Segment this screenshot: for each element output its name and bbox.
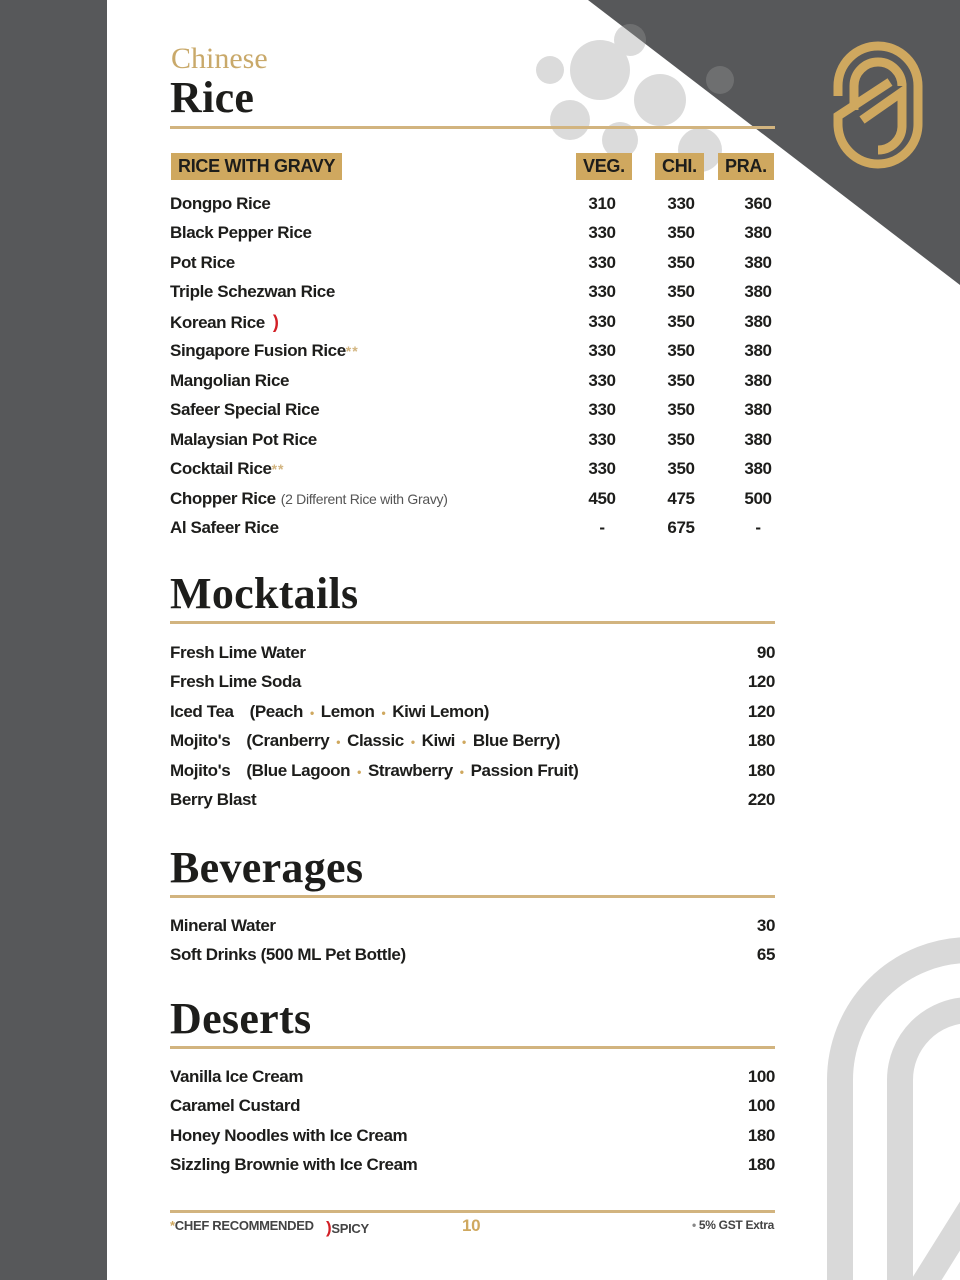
menu-item-row xyxy=(170,309,775,335)
item-name xyxy=(170,669,301,695)
item-name-text: Vanilla Ice Cream xyxy=(170,1067,304,1086)
item-option: (Peach xyxy=(249,701,303,721)
item-name-text: Sizzling Brownie with Ice Cream xyxy=(170,1155,418,1175)
item-name xyxy=(170,758,578,785)
item-price: 100 xyxy=(747,1067,775,1086)
price-veg: 330 xyxy=(588,311,616,331)
item-name-text: Mojito's xyxy=(170,731,231,751)
category-subtitle: Chinese xyxy=(171,42,268,75)
section-title-deserts: Deserts xyxy=(170,994,312,1043)
item-name-text: Chopper Rice xyxy=(170,488,276,508)
item-option: (Blue Lagoon xyxy=(246,760,351,780)
item-name-text: Mangolian Rice xyxy=(170,370,290,390)
price-veg: 330 xyxy=(588,252,616,272)
price-prawn: 380 xyxy=(744,400,772,420)
price-prawn: 380 xyxy=(744,223,772,243)
gst-note-text: 5% GST Extra xyxy=(698,1218,774,1232)
bullet-icon: • xyxy=(381,705,386,720)
menu-item-row xyxy=(170,220,775,246)
price-veg: 330 xyxy=(588,223,616,243)
price-veg: 330 xyxy=(588,282,616,302)
price-veg: 330 xyxy=(588,459,616,479)
item-price: 180 xyxy=(747,760,775,780)
item-option: Kiwi Lemon) xyxy=(392,701,489,721)
item-name-text: Cocktail Rice xyxy=(170,459,272,479)
item-name-text: Caramel Custard xyxy=(170,1096,301,1116)
bullet-icon: • xyxy=(309,705,314,720)
menu-item-row xyxy=(170,279,775,305)
item-options xyxy=(246,761,578,780)
price-prawn: 380 xyxy=(744,252,772,272)
menu-item-row xyxy=(170,486,775,512)
item-name xyxy=(170,338,359,364)
item-price: 180 xyxy=(747,731,775,751)
footer-divider xyxy=(170,1210,775,1213)
item-name xyxy=(170,220,312,246)
menu-item-row xyxy=(170,1093,775,1119)
price-prawn: - xyxy=(755,517,761,537)
menu-item-row xyxy=(170,1152,775,1178)
menu-item-row xyxy=(170,640,775,666)
item-name xyxy=(170,397,319,423)
chef-recommended-legend xyxy=(170,1218,314,1233)
item-price: 90 xyxy=(756,643,775,662)
item-price: 65 xyxy=(756,945,775,965)
section-title-mocktails: Mocktails xyxy=(170,569,359,618)
bullet-icon: • xyxy=(410,735,415,750)
item-name xyxy=(170,427,317,453)
left-sidebar-band xyxy=(0,0,107,1280)
item-price: 120 xyxy=(747,672,775,692)
item-name-text: Black Pepper Rice xyxy=(170,223,312,243)
price-prawn: 380 xyxy=(744,429,772,449)
item-name-text: Berry Blast xyxy=(170,790,257,810)
price-veg: 330 xyxy=(588,429,616,449)
price-veg: - xyxy=(599,517,605,537)
price-chicken: 350 xyxy=(667,459,695,479)
price-chicken: 350 xyxy=(667,282,695,302)
price-prawn: 380 xyxy=(744,311,772,331)
price-chicken: 350 xyxy=(667,252,695,272)
menu-item-row xyxy=(170,942,775,968)
item-price: 180 xyxy=(747,1125,775,1145)
beverages-divider xyxy=(170,895,775,898)
spicy-label: SPICY xyxy=(331,1221,369,1236)
item-name-text: Al Safeer Rice xyxy=(170,517,279,537)
item-option: Classic xyxy=(347,731,404,751)
background-logo-icon xyxy=(820,930,960,1280)
menu-item-row xyxy=(170,250,775,276)
price-chicken: 350 xyxy=(667,311,695,331)
item-price: 180 xyxy=(747,1155,775,1175)
menu-item-row xyxy=(170,427,775,453)
price-veg: 330 xyxy=(588,400,616,420)
price-chicken: 675 xyxy=(667,517,695,537)
item-name-text: Pot Rice xyxy=(170,252,235,272)
title-divider xyxy=(170,126,775,129)
item-note: (2 Different Rice with Gravy) xyxy=(280,490,448,507)
item-name xyxy=(170,699,489,726)
bullet-icon: • xyxy=(462,735,466,750)
item-name xyxy=(170,1093,300,1119)
item-name-text: Fresh Lime Water xyxy=(170,643,306,662)
item-name-text: Soft Drinks (500 ML Pet Bottle) xyxy=(170,945,406,965)
item-name xyxy=(170,309,278,336)
price-prawn: 380 xyxy=(744,370,772,390)
item-name xyxy=(170,279,335,305)
page-number: 10 xyxy=(462,1216,481,1235)
item-price: 100 xyxy=(747,1096,775,1116)
item-name xyxy=(170,942,406,968)
price-veg: 310 xyxy=(588,194,616,213)
item-price: 120 xyxy=(747,701,775,721)
column-header-veg: VEG. xyxy=(576,153,632,180)
price-veg: 330 xyxy=(588,370,616,390)
bullet-icon: • xyxy=(357,764,361,779)
price-chicken: 350 xyxy=(667,400,695,420)
item-name xyxy=(170,640,306,666)
item-name-text: Safeer Special Rice xyxy=(170,400,320,420)
price-veg: 450 xyxy=(588,488,616,508)
page-title: Rice xyxy=(170,73,255,122)
item-name xyxy=(170,515,279,541)
chili-icon: ) xyxy=(326,1218,332,1237)
price-prawn: 360 xyxy=(744,194,772,213)
star-icon: * xyxy=(170,1218,175,1233)
section-title-beverages: Beverages xyxy=(170,843,364,892)
menu-item-row xyxy=(170,669,775,695)
menu-item-row xyxy=(170,515,775,541)
item-name-text: Fresh Lime Soda xyxy=(170,672,301,692)
item-name xyxy=(170,1064,303,1090)
menu-item-row xyxy=(170,913,775,939)
bullet-icon: • xyxy=(459,764,464,779)
item-name xyxy=(170,486,448,512)
item-name-text: Malaysian Pot Rice xyxy=(170,429,317,449)
item-options xyxy=(250,702,489,721)
menu-item-row xyxy=(170,1123,775,1149)
section-label-rice-with-gravy: RICE WITH GRAVY xyxy=(171,153,342,180)
menu-item-row xyxy=(170,787,775,813)
item-name-text: Singapore Fusion Rice xyxy=(170,341,346,361)
item-name xyxy=(170,728,560,755)
price-chicken: 350 xyxy=(667,223,695,243)
menu-item-row xyxy=(170,191,775,217)
price-prawn: 380 xyxy=(744,282,772,302)
mocktails-divider xyxy=(170,621,775,624)
price-prawn: 380 xyxy=(744,459,772,479)
chef-recommended-label: CHEF RECOMMENDED xyxy=(174,1218,314,1233)
price-chicken: 475 xyxy=(667,488,695,508)
menu-item-row xyxy=(170,338,775,364)
price-prawn: 500 xyxy=(744,488,772,508)
menu-item-row xyxy=(170,728,775,754)
deserts-divider xyxy=(170,1046,775,1049)
item-name-text: Iced Tea xyxy=(170,701,234,721)
item-name-text: Dongpo Rice xyxy=(170,194,271,213)
item-name xyxy=(170,456,284,482)
menu-item-row xyxy=(170,368,775,394)
menu-item-row xyxy=(170,699,775,725)
item-price: 220 xyxy=(747,790,775,810)
item-name xyxy=(170,787,256,813)
item-option: Passion Fruit) xyxy=(470,760,579,780)
item-option: Strawberry xyxy=(367,760,453,780)
chili-icon: ) xyxy=(272,311,279,332)
column-header-prawn: PRA. xyxy=(718,153,774,180)
item-name xyxy=(170,250,235,276)
menu-item-row xyxy=(170,1064,775,1090)
price-chicken: 350 xyxy=(667,341,695,361)
item-name xyxy=(170,368,289,394)
price-chicken: 330 xyxy=(667,194,695,213)
item-name xyxy=(170,913,276,939)
menu-item-row xyxy=(170,397,775,423)
item-option: Lemon xyxy=(320,701,375,721)
price-veg: 330 xyxy=(588,341,616,361)
menu-item-row xyxy=(170,456,775,482)
price-chicken: 350 xyxy=(667,429,695,449)
bullet-icon: • xyxy=(336,735,341,750)
item-price: 30 xyxy=(756,916,775,935)
item-name-text: Honey Noodles with Ice Cream xyxy=(170,1125,408,1145)
item-option: Kiwi xyxy=(421,731,455,751)
bullet-icon: • xyxy=(691,1218,699,1232)
item-name-text: Triple Schezwan Rice xyxy=(170,282,335,302)
item-options xyxy=(246,731,560,750)
price-chicken: 350 xyxy=(667,370,695,390)
item-option: Blue Berry) xyxy=(472,731,561,751)
gst-note xyxy=(692,1218,774,1232)
spicy-legend xyxy=(326,1218,369,1238)
item-name xyxy=(170,1123,407,1149)
item-name xyxy=(170,191,270,217)
item-name-text: Mojito's xyxy=(170,760,231,780)
menu-item-row xyxy=(170,758,775,784)
column-header-chicken: CHI. xyxy=(655,153,704,180)
price-prawn: 380 xyxy=(744,341,772,361)
chef-recommended-star-icon: ** xyxy=(345,343,359,360)
item-name-text: Korean Rice xyxy=(170,312,265,332)
item-name xyxy=(170,1152,417,1178)
item-option: (Cranberry xyxy=(246,731,330,751)
item-name-text: Mineral Water xyxy=(170,916,276,935)
brand-logo-icon xyxy=(832,40,924,170)
chef-recommended-star-icon: ** xyxy=(271,461,285,478)
